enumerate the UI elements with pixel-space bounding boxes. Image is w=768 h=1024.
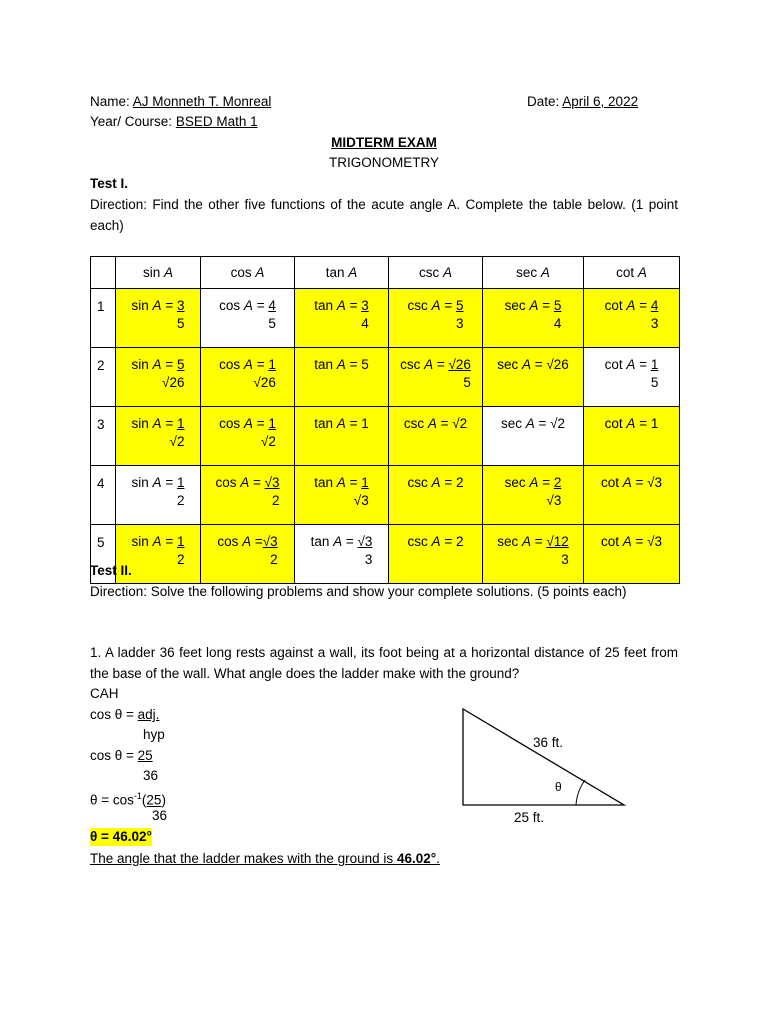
cell-value: sin A = 5 xyxy=(131,357,185,372)
table-cell xyxy=(389,348,483,407)
cell-value: sec A = √2 xyxy=(500,416,566,431)
table-cell xyxy=(389,525,483,584)
course-label: Year/ Course: xyxy=(90,114,176,129)
cell-value: tan A = √3 xyxy=(310,534,373,549)
table-cell xyxy=(201,348,295,407)
course-line xyxy=(90,113,258,131)
column-header-label: sin A xyxy=(142,264,174,280)
date-label: Date: xyxy=(527,94,563,109)
cell-value: sin A = 3 xyxy=(131,298,185,313)
header-cell xyxy=(116,257,201,289)
test1-direction: Direction: Find the other five functions of the acute angle A. Complete the table below. (1 point each) xyxy=(90,197,678,233)
table-row xyxy=(91,348,680,407)
cell-denominator: 3 xyxy=(455,316,464,331)
solution-line-cos-def xyxy=(90,706,159,724)
cell-denominator: 3 xyxy=(364,552,373,567)
cell-value: csc A = 5 xyxy=(407,298,464,313)
table-row xyxy=(91,525,680,584)
column-header-label: cot A xyxy=(616,264,647,280)
cell-value: sin A = 1 xyxy=(131,534,185,549)
exam-subject: TRIGONOMETRY xyxy=(328,155,439,170)
conclusion-text: The angle that the ladder makes with the ground is xyxy=(90,851,397,866)
course-value: BSED Math 1 xyxy=(175,114,258,129)
cell-denominator: 2 xyxy=(176,552,185,567)
right-triangle xyxy=(463,709,624,805)
cell-value: cot A = √3 xyxy=(600,475,663,490)
cell-value: cot A = 1 xyxy=(604,357,659,372)
column-header-label: cos A xyxy=(230,264,265,280)
cell-value: cos A =√3 xyxy=(217,534,278,549)
cell-value: cot A = 1 xyxy=(604,416,659,431)
cell-denominator: √2 xyxy=(260,434,276,449)
problem-1-text: 1. A ladder 36 feet long rests against a wall, its foot being at a horizontal distance of 25 feet from the base of the wall. What angle does the ladder make with the ground? xyxy=(90,645,678,681)
cell-denominator: 5 xyxy=(268,316,276,331)
cell-denominator: 2 xyxy=(270,552,278,567)
cell-denominator: 3 xyxy=(650,316,659,331)
conclusion-answer: 46.02° xyxy=(396,851,437,866)
conclusion xyxy=(90,850,440,868)
test2-direction: Direction: Solve the following problems and show your complete solutions. (5 points each) xyxy=(90,584,627,599)
cell-value: csc A = √26 xyxy=(400,357,471,372)
table-cell xyxy=(201,466,295,525)
table-cell xyxy=(116,407,201,466)
base-label: 25 ft. xyxy=(514,810,545,825)
table-cell xyxy=(483,348,584,407)
table-cell xyxy=(389,407,483,466)
header-cell xyxy=(295,257,389,289)
cell-denominator: √26 xyxy=(162,375,185,390)
column-header-label: tan A xyxy=(325,264,358,280)
cell-value: tan A = 1 xyxy=(314,475,369,490)
name-label: Name: xyxy=(90,94,133,109)
table-cell xyxy=(295,348,389,407)
hyp-denominator: hyp xyxy=(143,727,165,742)
cell-value: sec A = 2 xyxy=(504,475,562,490)
cell-value: cot A = 4 xyxy=(604,298,659,313)
solution-line-cos-value xyxy=(90,747,153,765)
theta-eq-cos: θ = cos xyxy=(90,792,134,808)
cell-value: sec A = √12 xyxy=(497,534,569,549)
cell-denominator: √3 xyxy=(353,493,369,508)
table-cell xyxy=(116,289,201,348)
test2-heading: Test II. xyxy=(90,563,132,578)
table-cell xyxy=(295,466,389,525)
cell-value: sin A = 1 xyxy=(131,475,185,490)
exam-date: April 6, 2022 xyxy=(562,94,639,109)
cell-denominator: 4 xyxy=(553,316,562,331)
table-cell xyxy=(295,407,389,466)
table-row xyxy=(91,466,680,525)
open-paren: ( xyxy=(141,792,147,808)
table-cell xyxy=(389,289,483,348)
exam-page xyxy=(90,0,678,1024)
inverse-superscript: -1 xyxy=(133,791,142,801)
close-paren: ) xyxy=(161,792,166,808)
table-cell xyxy=(584,466,680,525)
solution-cah: CAH xyxy=(90,686,119,701)
cell-value: cos A = 1 xyxy=(219,416,276,431)
table-row xyxy=(91,407,680,466)
header-cell-blank xyxy=(91,257,116,289)
table-cell xyxy=(201,525,295,584)
cell-value: sec A = 5 xyxy=(504,298,562,313)
cell-value: csc A = √2 xyxy=(403,416,468,431)
adj-numerator: adj. xyxy=(137,707,160,722)
header-cell xyxy=(201,257,295,289)
cell-value: cos A = 4 xyxy=(219,298,276,313)
cell-denominator: 5 xyxy=(463,375,471,390)
cell-denominator: √26 xyxy=(253,375,276,390)
ladder-triangle-diagram xyxy=(462,700,662,830)
numerator-25: 25 xyxy=(137,748,153,763)
table-row xyxy=(91,289,680,348)
row-number: 4 xyxy=(91,466,116,525)
final-answer: θ = 46.02° xyxy=(90,829,152,844)
conclusion-period: . xyxy=(436,851,440,866)
cell-value: csc A = 2 xyxy=(407,534,464,549)
table-cell xyxy=(584,348,680,407)
row-number: 1 xyxy=(91,289,116,348)
angle-arc xyxy=(576,780,585,805)
arccos-numerator: 25 xyxy=(146,792,162,808)
cell-denominator: 4 xyxy=(361,316,369,331)
header-cell xyxy=(483,257,584,289)
cell-value: tan A = 3 xyxy=(314,298,369,313)
header-cell xyxy=(389,257,483,289)
table-cell xyxy=(201,289,295,348)
cell-value: sin A = 1 xyxy=(131,416,185,431)
table-cell xyxy=(116,348,201,407)
table-cell xyxy=(483,525,584,584)
cell-denominator: √2 xyxy=(169,434,185,449)
table-cell xyxy=(116,466,201,525)
cell-value: tan A = 1 xyxy=(314,416,369,431)
cos-theta-eq-2: cos θ = xyxy=(90,748,138,763)
test1-heading: Test I. xyxy=(90,176,129,191)
table-cell xyxy=(389,466,483,525)
cos-theta-eq: cos θ = xyxy=(90,707,138,722)
column-header-label: csc A xyxy=(418,264,453,280)
table-cell xyxy=(584,289,680,348)
table-cell xyxy=(201,407,295,466)
table-cell xyxy=(483,407,584,466)
cell-value: cos A = 1 xyxy=(219,357,276,372)
cell-denominator: 5 xyxy=(176,316,185,331)
trig-functions-table xyxy=(90,256,680,584)
cell-value: csc A = 2 xyxy=(407,475,464,490)
cell-denominator: 5 xyxy=(650,375,659,390)
table-cell xyxy=(584,525,680,584)
table-cell xyxy=(483,466,584,525)
cell-denominator: 2 xyxy=(176,493,185,508)
theta-label: θ xyxy=(555,780,562,794)
table-cell xyxy=(295,289,389,348)
table-cell xyxy=(483,289,584,348)
table-header-row xyxy=(91,257,680,289)
hypotenuse-label: 36 ft. xyxy=(533,735,564,750)
header-cell xyxy=(584,257,680,289)
arccos-denominator: 36 xyxy=(152,808,168,823)
table-cell xyxy=(584,407,680,466)
date-line xyxy=(527,93,638,111)
cell-value: cot A = √3 xyxy=(600,534,663,549)
table-cell xyxy=(295,525,389,584)
column-header-label: sec A xyxy=(516,264,550,280)
cell-value: tan A = 5 xyxy=(314,357,369,372)
student-name: AJ Monneth T. Monreal xyxy=(132,94,272,109)
cell-denominator: √3 xyxy=(546,493,562,508)
cell-denominator: 2 xyxy=(272,493,280,508)
cell-denominator: 3 xyxy=(561,552,569,567)
exam-title: MIDTERM EXAM xyxy=(331,135,437,150)
cell-value: cos A = √3 xyxy=(215,475,280,490)
denominator-36: 36 xyxy=(143,768,159,783)
row-number: 3 xyxy=(91,407,116,466)
row-number: 2 xyxy=(91,348,116,407)
name-line xyxy=(90,93,271,111)
row-number: 5 xyxy=(91,525,116,584)
cell-value: sec A = √26 xyxy=(497,357,569,372)
